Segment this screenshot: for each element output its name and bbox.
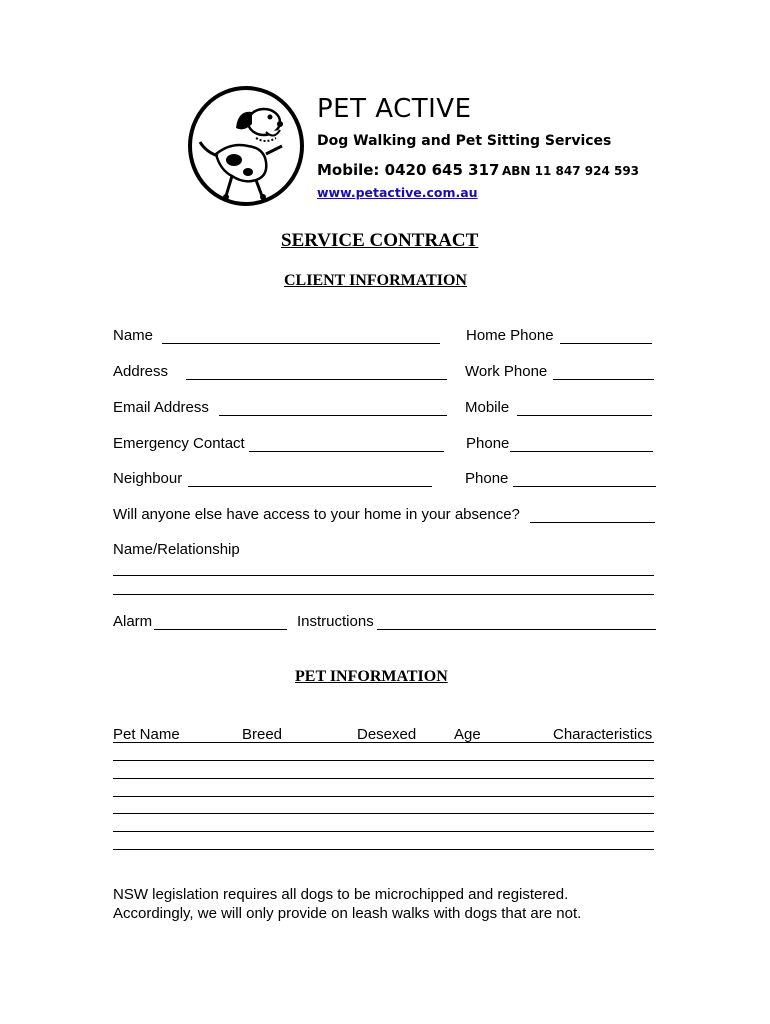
pet-active-logo (186, 84, 306, 208)
home-phone-label: Home Phone (466, 327, 554, 344)
client-information-title: CLIENT INFORMATION (284, 272, 467, 289)
pet-row-line[interactable] (113, 849, 654, 850)
neighbour-phone-label: Phone (465, 470, 509, 487)
website-link[interactable]: www.petactive.com.au (317, 185, 478, 200)
emergency-phone-label: Phone (466, 435, 510, 452)
email-label: Email Address (113, 399, 209, 416)
name-field[interactable] (162, 343, 440, 344)
pet-row-line[interactable] (113, 813, 654, 814)
neighbour-label: Neighbour (113, 470, 183, 487)
alarm-field[interactable] (154, 629, 287, 630)
col-pet-name: Pet Name (113, 726, 180, 743)
access-answer-field[interactable] (530, 522, 655, 523)
address-label: Address (113, 363, 169, 380)
pet-information-title: PET INFORMATION (295, 668, 448, 685)
pet-header-underline (113, 742, 654, 743)
col-characteristics: Characteristics (553, 726, 653, 743)
notice-line-1: NSW legislation requires all dogs to be microchipped and registered. (113, 886, 569, 903)
neighbour-field[interactable] (188, 486, 432, 487)
emergency-contact-field[interactable] (249, 451, 444, 452)
work-phone-field[interactable] (553, 379, 654, 380)
pet-row-line[interactable] (113, 796, 654, 797)
alarm-label: Alarm (113, 613, 153, 630)
instructions-field[interactable] (377, 629, 656, 630)
col-breed: Breed (242, 726, 283, 743)
relationship-label: Name/Relationship (113, 541, 240, 558)
service-contract-title: SERVICE CONTRACT (281, 230, 479, 251)
relationship-line-1[interactable] (113, 575, 654, 576)
email-field[interactable] (219, 415, 447, 416)
relationship-line-2[interactable] (113, 594, 654, 595)
pet-row-line[interactable] (113, 778, 654, 779)
col-desexed: Desexed (357, 726, 417, 743)
col-age: Age (454, 726, 481, 743)
address-field[interactable] (186, 379, 447, 380)
brand-title: PET ACTIVE (317, 94, 472, 124)
emergency-phone-field[interactable] (510, 451, 653, 452)
work-phone-label: Work Phone (465, 363, 548, 380)
emergency-contact-label: Emergency Contact (113, 435, 245, 452)
mobile-field[interactable] (517, 415, 652, 416)
pet-row-line[interactable] (113, 831, 654, 832)
mobile-label: Mobile (465, 399, 510, 416)
neighbour-phone-field[interactable] (513, 486, 656, 487)
mobile-number: Mobile: 0420 645 317 (317, 161, 500, 179)
access-question: Will anyone else have access to your home in your absence? (113, 506, 520, 523)
pet-row-line[interactable] (113, 760, 654, 761)
home-phone-field[interactable] (560, 343, 652, 344)
notice-line-2: Accordingly, we will only provide on leash walks with dogs that are not. (113, 905, 582, 922)
instructions-label: Instructions (297, 613, 374, 630)
abn-number: ABN 11 847 924 593 (502, 164, 640, 178)
tagline: Dog Walking and Pet Sitting Services (317, 133, 612, 149)
name-label: Name (113, 327, 154, 344)
